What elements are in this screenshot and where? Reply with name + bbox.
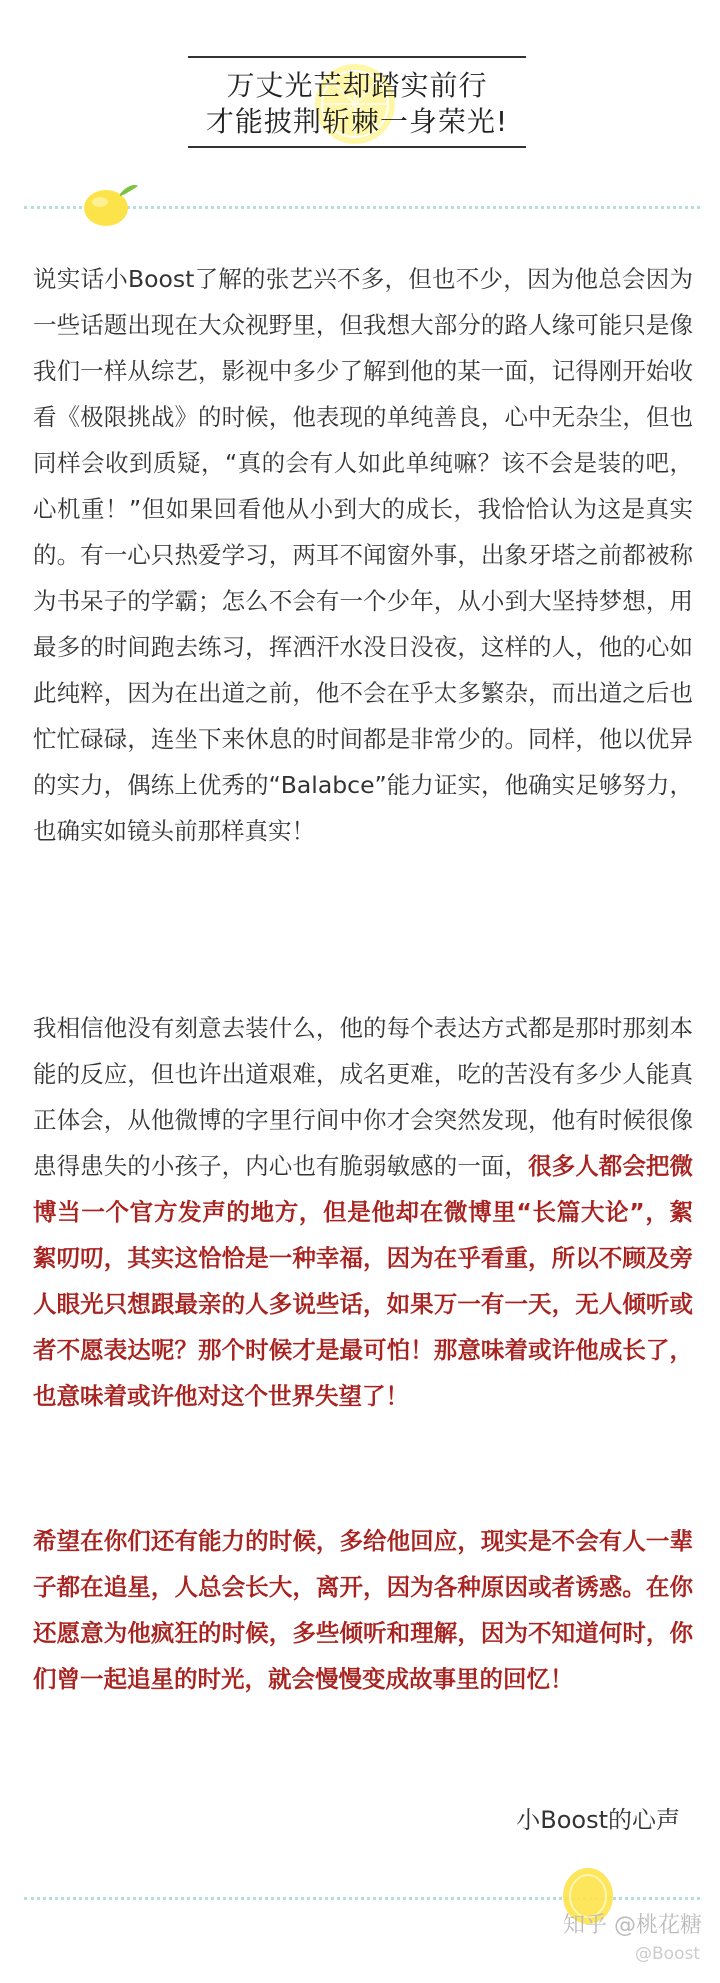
paragraph-1: 说实话小Boost了解的张艺兴不多，但也不少，因为他总会因为一些话题出现在大众视野里，但我想大部分的路人缘可能只是像我们一样从综艺，影视中多少了解到他的某一面，记得刚开始收看《极限挑战》的时候，他表现的单纯善良，心中无杂尘，但也同样会收到质疑，“真的会有人如此单纯嘛？该不会是装的吧，心机重！”但如果回看他从小到大的成长，我恰恰认为这是真实的。有一心只热爱学习，两耳不闻窗外事，出象牙塔之前都被称为书呆子的学霸；怎么不会有一个少年，从小到大坚持梦想，用最多的时间跑去练习，挥洒汗水没日没夜，这样的人，他的心如此纯粹，因为在出道之前，他不会在乎太多繁杂，而出道之后也忙忙碌碌，连坐下来休息的时间都是非常少的。同样，他以优异的实力，偶练上优秀的“Balabce”能力证实，他确实足够努力，也确实如镜头前那样真实！ [33,265,693,845]
signature: 小Boost的心声 [516,1806,680,1834]
paragraph-2-normal: 我相信他没有刻意去装什么，他的每个表达方式都是那时那刻本能的反应，但也许出道艰难，成名更难，吃的苦没有多少人能真正体会，从他微博的字里行间中你才会突然发现，他有时候很像患得患失的小孩子，内心也有脆弱敏感的一面， [33,1014,693,1180]
zhihu-watermark: 知乎 @桃花糖 [563,1913,702,1938]
header-bottom-rule [188,146,526,148]
lemon-icon [80,176,140,230]
header-banner [188,56,526,148]
paragraph-2-highlight: 很多人都会把微博当一个官方发声的地方，但是他却在微博里“长篇大论”，絮絮叨叨，其实这恰恰是一种幸福，因为在乎看重，所以不顾及旁人眼光只想跟最亲的人多说些话，如果万一有一天，无人倾听或者不愿表达呢？那个时候才是最可怕！那意味着或许他成长了，也意味着或许他对这个世界失望了！ [33,1152,694,1410]
paragraph-2 [33,1005,693,1419]
header-top-rule [188,56,526,58]
motto-line-1: 万丈光芒却踏实前行 [226,69,488,102]
paragraph-3: 希望在你们还有能力的时候，多给他回应，现实是不会有人一辈子都在追星，人总会长大，离开，因为各种原因或者诱惑。在你还愿意为他疯狂的时候，多些倾听和理解，因为不知道何时，你们曾一起追星的时光，就会慢慢变成故事里的回忆！ [33,1527,693,1693]
motto-line-2: 才能披荆斩棘一身荣光! [205,105,509,138]
weibo-watermark: @Boost [635,1944,700,1964]
